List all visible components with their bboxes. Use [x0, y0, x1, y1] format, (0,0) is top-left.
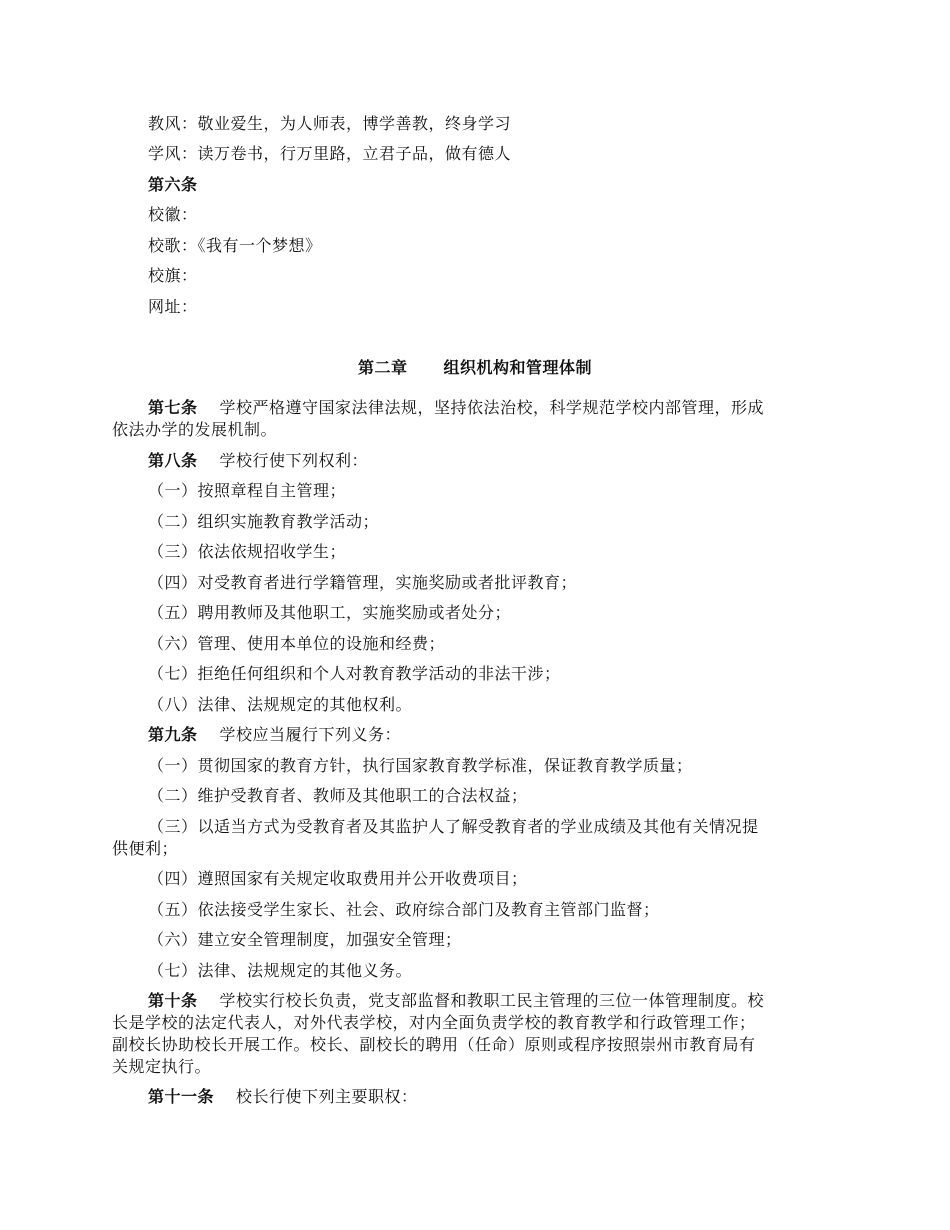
article-8-item: （五）聘用教师及其他职工，实施奖励或者处分； — [148, 603, 512, 622]
article-7-label: 第七条 — [148, 398, 198, 417]
article-8-item: （二）组织实施教育教学活动； — [148, 512, 380, 531]
article-9-item: （五）依法接受学生家长、社会、政府综合部门及教育主管部门监督； — [148, 900, 660, 919]
chapter-heading — [0, 358, 950, 378]
chapter-title: 组织机构和管理体制 — [443, 358, 593, 377]
article-9-item: （七）法律、法规规定的其他义务。 — [148, 961, 413, 980]
article-9-intro: 学校应当履行下列义务： — [219, 725, 402, 744]
article-6-heading: 第六条 — [148, 175, 198, 194]
article-9-item: （三）以适当方式为受教育者及其监护人了解受教育者的学业成绩及其他有关情况提 — [148, 817, 759, 836]
article-10-line-1 — [148, 991, 764, 1011]
article-9-label: 第九条 — [148, 725, 198, 744]
article-10-line-2: 长是学校的法定代表人，对外代表学校，对内全面负责学校的教育教学和行政管理工作； — [112, 1013, 756, 1032]
article-10-text: 学校实行校长负责，党支部监督和教职工民主管理的三位一体管理制度。校 — [219, 991, 765, 1010]
article-8-item: （八）法律、法规规定的其他权利。 — [148, 695, 413, 714]
article-9-item: （二）维护受教育者、教师及其他职工的合法权益； — [148, 786, 528, 805]
article-7-line-2: 依法办学的发展机制。 — [112, 420, 278, 439]
article-8-item: （三）依法依规招收学生； — [148, 542, 347, 561]
school-song-line: 校歌：《我有一个梦想》 — [148, 236, 322, 255]
article-7-line-1 — [148, 398, 764, 418]
article-8-intro: 学校行使下列权利： — [219, 451, 369, 470]
article-7-text: 学校严格遵守国家法律法规，坚持依法治校，科学规范学校内部管理，形成 — [219, 398, 765, 417]
article-9-item: （一）贯彻国家的教育方针，执行国家教育教学标准，保证教育教学质量； — [148, 756, 693, 775]
article-8-label: 第八条 — [148, 451, 198, 470]
article-8-item: （四）对受教育者进行学籍管理，实施奖励或者批评教育； — [148, 573, 578, 592]
xuefeng-line: 学风：读万卷书，行万里路，立君子品，做有德人 — [148, 144, 512, 163]
article-9-item: （六）建立安全管理制度，加强安全管理； — [148, 930, 462, 949]
article-10-line-4: 关规定执行。 — [112, 1057, 212, 1076]
jiaofeng-line: 教风：敬业爱生，为人师表，博学善教，终身学习 — [148, 114, 512, 133]
school-emblem-line: 校徽： — [148, 205, 198, 224]
school-flag-line: 校旗： — [148, 266, 198, 285]
article-8-item: （一）按照章程自主管理； — [148, 481, 347, 500]
article-8-item: （七）拒绝任何组织和个人对教育教学活动的非法干涉； — [148, 664, 561, 683]
chapter-number: 第二章 — [357, 358, 408, 377]
article-11-label: 第十一条 — [148, 1087, 215, 1106]
article-10-label: 第十条 — [148, 991, 198, 1010]
article-11-intro: 校长行使下列主要职权： — [236, 1087, 418, 1106]
article-9-intro-line — [148, 725, 401, 745]
article-9-item-continuation: 供便利； — [112, 839, 179, 858]
article-9-item: （四）遵照国家有关规定收取费用并公开收费项目； — [148, 869, 528, 888]
article-10-line-3: 副校长协助校长开展工作。校长、副校长的聘用（任命）原则或程序按照崇州市教育局有 — [112, 1035, 756, 1054]
article-8-intro-line — [148, 451, 368, 471]
article-8-item: （六）管理、使用本单位的设施和经费； — [148, 634, 446, 653]
article-11-intro-line — [148, 1087, 418, 1107]
website-line: 网址： — [148, 297, 198, 316]
